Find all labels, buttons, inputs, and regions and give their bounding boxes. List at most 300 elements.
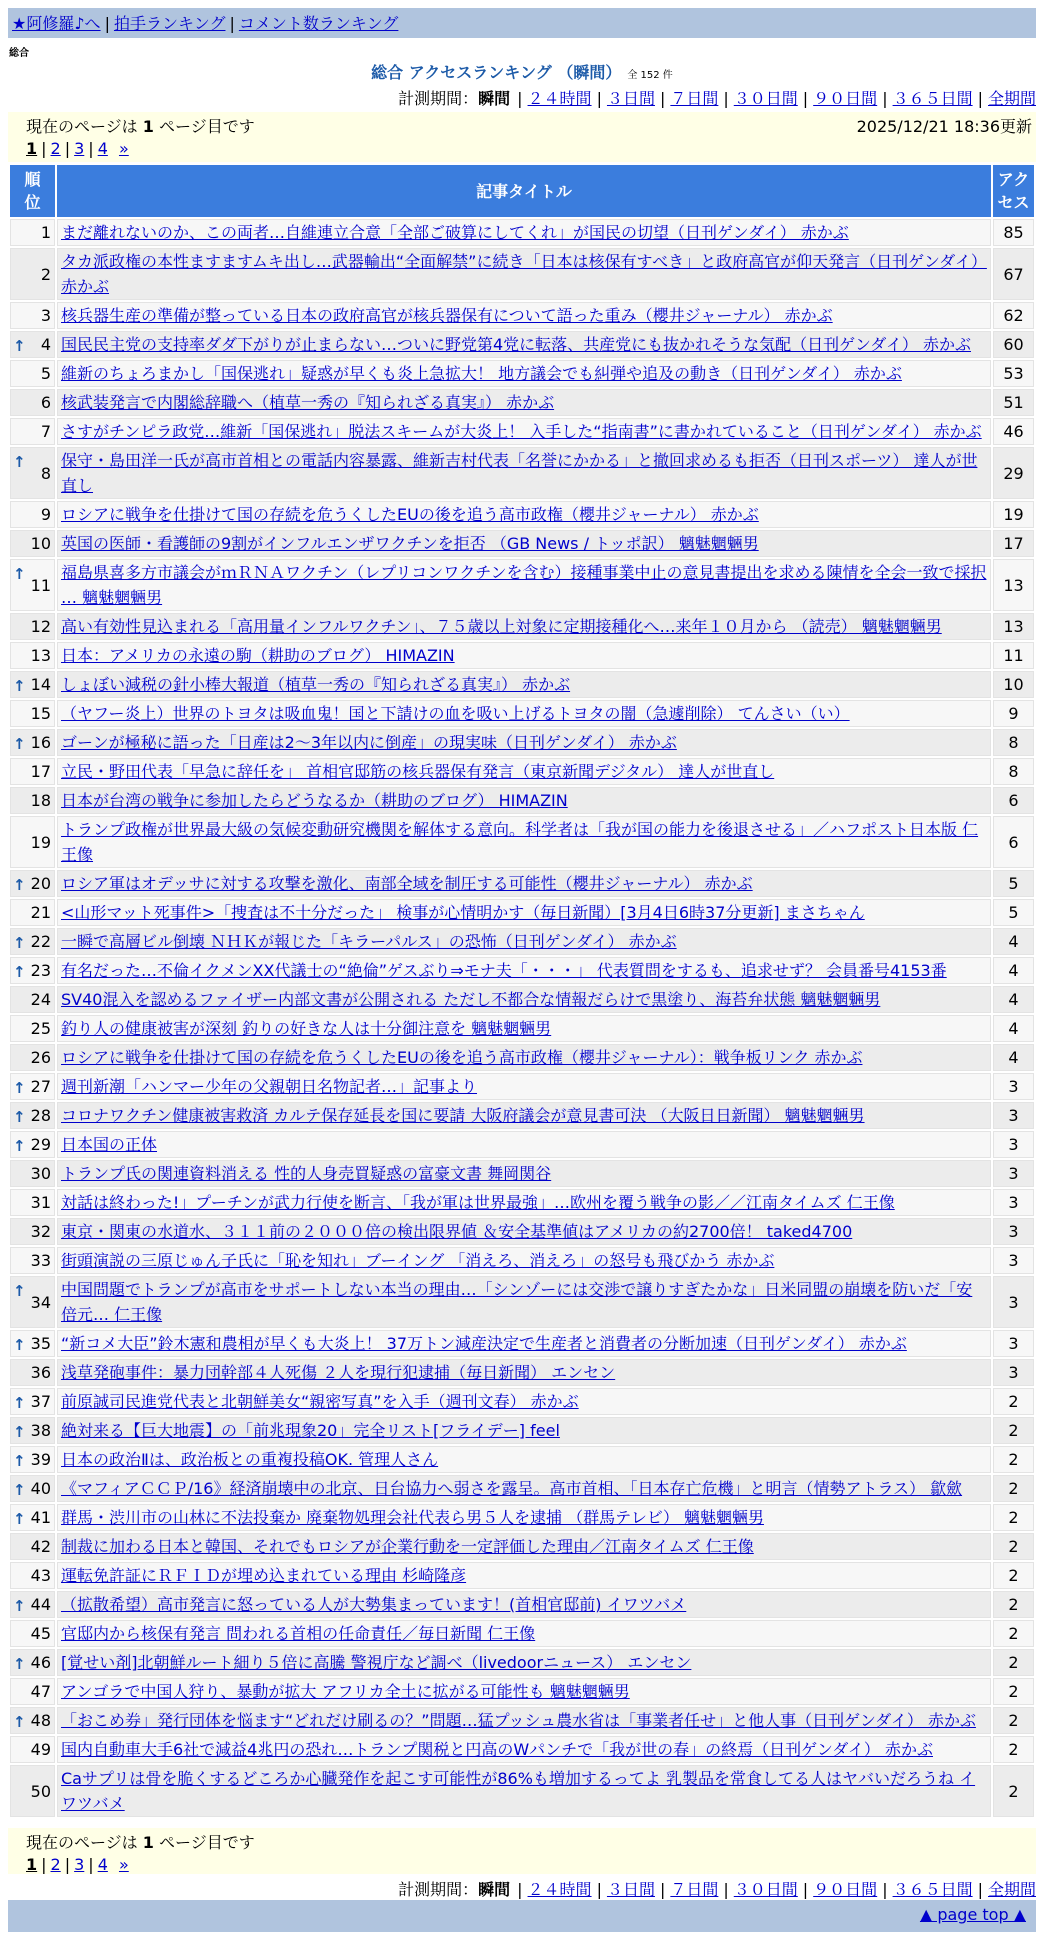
rank-up-arrow-icon: ↑ (13, 1079, 26, 1097)
article-title-link[interactable]: 《マフィアＣＣＰ/16》経済崩壊中の北京、日台協力へ弱さを露呈。高市首相、「日本存亡危機」と明言（情勢アトラス） 歙歛 (61, 1479, 963, 1498)
table-row (10, 1707, 1034, 1734)
table-row (10, 1620, 1034, 1647)
pager-separator: | (41, 139, 47, 158)
rank-cell (10, 1417, 55, 1444)
article-title-link[interactable]: 街頭演説の三原じゅん子氏に「恥を知れ」ブーイング 「消えろ、消えろ」の怒号も飛びかう 赤かぶ (61, 1251, 775, 1270)
table-row (10, 899, 1034, 926)
period-option-link[interactable]: ２４時間 (527, 1880, 592, 1899)
title-cell (57, 787, 991, 814)
rank-cell (10, 1247, 55, 1274)
period-selector (398, 1877, 1036, 1900)
rank-number: 3 (40, 306, 51, 325)
rank-cell (10, 1276, 55, 1328)
table-row (10, 1736, 1034, 1763)
period-option-link[interactable]: ３６５日間 (892, 89, 973, 108)
rank-cell (10, 986, 55, 1013)
rank-cell (10, 1073, 55, 1100)
rank-cell (10, 899, 55, 926)
title-cell (57, 248, 991, 300)
rank-number: 7 (40, 422, 51, 441)
rank-cell (10, 248, 55, 300)
title-cell (57, 559, 991, 611)
article-title-link[interactable]: 前原誠司民進党代表と北朝鮮美女“親密写真”を入手（週刊文春） 赤かぶ (61, 1392, 579, 1411)
title-cell (57, 1707, 991, 1734)
article-title-link[interactable]: しょぼい減税の針小棒大報道（植草一秀の『知られざる真実』） 赤かぶ (61, 675, 571, 694)
title-cell (57, 642, 991, 669)
period-separator: | (723, 89, 729, 108)
title-cell (57, 331, 991, 358)
rank-number: 44 (30, 1595, 51, 1614)
rank-cell (10, 1015, 55, 1042)
table-row (10, 787, 1034, 814)
rank-number: 20 (30, 874, 51, 893)
article-title-link[interactable]: 日本：アメリカの永遠の駒（耕助のブログ） HIMAZIN (61, 646, 455, 665)
access-count: 9 (993, 700, 1034, 727)
title-cell (57, 389, 991, 416)
rank-number: 43 (30, 1566, 51, 1585)
page-top-link[interactable]: ▲ page top ▲ (919, 1905, 1026, 1924)
page-status (26, 1830, 1028, 1853)
article-title-link[interactable]: ロシアに戦争を仕掛けて国の存続を危うくしたEUの後を追う高市政権（櫻井ジャーナル）：戦争板リンク 赤かぶ (61, 1048, 863, 1067)
access-count: 10 (993, 671, 1034, 698)
article-title-link[interactable]: 維新のちょろまかし「国保逃れ」疑惑が早くも炎上急拡大！ 地方議会でも糾弾や追及の動き（日刊ゲンダイ） 赤かぶ (61, 364, 902, 383)
article-title-link[interactable]: 官邸内から核保有発言 問われる首相の任命責任／毎日新聞 仁王像 (61, 1624, 536, 1643)
article-title-link[interactable]: 日本の政治Ⅱは、政治板との重複投稿OK. 管理人さん (61, 1450, 439, 1469)
article-title-link[interactable]: 核兵器生産の準備が整っている日本の政府高官が核兵器保有について語った重み（櫻井ジャーナル） 赤かぶ (61, 306, 833, 325)
title-cell (57, 1504, 991, 1531)
rank-cell (10, 1649, 55, 1676)
rank-number: 12 (30, 617, 51, 636)
pager-separator: | (88, 139, 94, 158)
access-count: 3 (993, 1218, 1034, 1245)
pager-separator: | (88, 1855, 94, 1874)
period-option-link[interactable]: ３日間 (606, 1880, 655, 1899)
article-title-link[interactable]: 東京・関東の水道水、３１１前の２０００倍の検出限界値 ＆安全基準値はアメリカの約2700倍！ taked4700 (61, 1222, 853, 1241)
access-count: 60 (993, 331, 1034, 358)
rank-up-arrow-icon: ↑ (13, 1713, 26, 1731)
pager-next-link[interactable]: » (118, 1855, 129, 1874)
access-count: 2 (993, 1707, 1034, 1734)
pager-next-link[interactable]: » (118, 139, 129, 158)
access-count: 2 (993, 1591, 1034, 1618)
period-separator: | (723, 1880, 729, 1899)
table-row (10, 928, 1034, 955)
table-row (10, 418, 1034, 445)
rank-cell (10, 1044, 55, 1071)
rank-number: 23 (30, 961, 51, 980)
access-count: 3 (993, 1102, 1034, 1129)
period-label: 計測期間： (398, 1880, 479, 1899)
article-title-link[interactable]: 制裁に加わる日本と韓国、それでもロシアが企業行動を一定評価した理由／江南タイムズ 仁王像 (61, 1537, 754, 1556)
rank-cell (10, 787, 55, 814)
total-count: 全 152 件 (627, 70, 673, 81)
rank-number: 45 (30, 1624, 51, 1643)
access-count: 6 (993, 787, 1034, 814)
rank-cell (10, 1533, 55, 1560)
rank-cell (10, 559, 55, 611)
title-cell (57, 1276, 991, 1328)
clap-ranking-link[interactable]: 拍手ランキング (113, 14, 226, 33)
article-title-link[interactable]: （ヤフー炎上）世界のトヨタは吸血鬼！国と下請けの血を吸い上げるトヨタの闇（急遽削除） てんさい（い） (61, 704, 850, 723)
table-row (10, 1073, 1034, 1100)
article-title-link[interactable]: トランプ政権が世界最大級の気候変動研究機関を解体する意向。科学者は「我が国の能力を後退させる」／ハフポスト日本版 仁王像 (61, 820, 979, 864)
section-label: 総合 (9, 48, 29, 59)
rank-cell (10, 1160, 55, 1187)
access-count: 3 (993, 1330, 1034, 1357)
title-cell (57, 1533, 991, 1560)
rank-number: 31 (30, 1193, 51, 1212)
article-title-link[interactable]: 運転免許証にＲＦＩＤが埋め込まれている理由 杉崎隆彦 (61, 1566, 467, 1585)
title-cell (57, 501, 991, 528)
col-access-header (993, 165, 1034, 217)
period-separator: | (882, 1880, 888, 1899)
access-count: 46 (993, 418, 1034, 445)
table-row (10, 360, 1034, 387)
title-cell (57, 1649, 991, 1676)
period-separator: | (517, 89, 523, 108)
access-count: 4 (993, 986, 1034, 1013)
article-title-link[interactable]: “新コメ大臣”鈴木憲和農相が早くも大炎上！ 37万トン減産決定で生産者と消費者の分断加速（日刊ゲンダイ） 赤かぶ (61, 1334, 907, 1353)
pager-page-link[interactable]: 3 (74, 1855, 85, 1874)
title-cell (57, 1388, 991, 1415)
access-count: 4 (993, 1015, 1034, 1042)
title-cell (57, 1330, 991, 1357)
title-cell (57, 700, 991, 727)
rank-number: 6 (40, 393, 51, 412)
rank-number: 22 (30, 932, 51, 951)
rank-cell (10, 418, 55, 445)
rank-cell (10, 870, 55, 897)
title-cell (57, 1765, 991, 1817)
rank-cell (10, 957, 55, 984)
title-cell (57, 447, 991, 499)
article-title-link[interactable]: 保守・島田洋一氏が高市首相との電話内容暴露、維新吉村代表「名誉にかかる」と撤回求めるも拒否（日刊スポーツ） 達人が世直し (61, 451, 978, 495)
page-info-bottom (8, 1828, 1036, 1874)
rank-number: 4 (40, 335, 51, 354)
rank-up-arrow-icon: ↑ (13, 1336, 26, 1354)
page-status-prefix: 現在のページは (26, 1833, 138, 1852)
rank-cell (10, 219, 55, 246)
rank-up-arrow-icon: ↑ (13, 677, 26, 695)
article-title-link[interactable]: 立民・野田代表「早急に辞任を」 首相官邸筋の核兵器保有発言（東京新聞デジタル） 達人が世直し (61, 762, 775, 781)
rank-up-arrow-icon: ↑ (13, 1394, 26, 1412)
period-option-link[interactable]: 全期間 (987, 1880, 1036, 1899)
pager-page-link[interactable]: 4 (97, 139, 108, 158)
rank-cell (10, 1562, 55, 1589)
access-count: 3 (993, 1160, 1034, 1187)
col-title-header: 記事タイトル (57, 165, 991, 217)
table-row (10, 1160, 1034, 1187)
access-count: 5 (993, 870, 1034, 897)
access-count: 19 (993, 501, 1034, 528)
rank-cell (10, 447, 55, 499)
period-option-link[interactable]: ９０日間 (813, 1880, 878, 1899)
access-count: 2 (993, 1736, 1034, 1763)
table-row (10, 1475, 1034, 1502)
title-cell (57, 219, 991, 246)
period-separator: | (977, 1880, 983, 1899)
table-row (10, 559, 1034, 611)
rank-cell (10, 302, 55, 329)
access-count: 4 (993, 928, 1034, 955)
title-cell (57, 986, 991, 1013)
rank-cell (10, 671, 55, 698)
period-separator: | (977, 89, 983, 108)
article-title-link[interactable]: 絶対来る【巨大地震】の「前兆現象20」完全リスト[フライデー] feel (61, 1421, 560, 1440)
title-cell (57, 1073, 991, 1100)
period-current: 瞬間 (478, 1880, 511, 1899)
home-link[interactable]: ★阿修羅♪へ (12, 14, 101, 33)
access-count: 8 (993, 758, 1034, 785)
access-count: 2 (993, 1649, 1034, 1676)
access-count: 3 (993, 1276, 1034, 1328)
rank-up-arrow-icon: ↑ (13, 1655, 26, 1673)
pager-page-link[interactable]: 4 (97, 1855, 108, 1874)
rank-cell (10, 729, 55, 756)
rank-number: 29 (30, 1135, 51, 1154)
table-row (10, 671, 1034, 698)
pager (26, 139, 1028, 158)
rank-up-arrow-icon: ↑ (13, 963, 26, 981)
article-title-link[interactable]: 日本国の正体 (61, 1135, 158, 1154)
period-option-link[interactable]: 全期間 (987, 89, 1036, 108)
rank-up-arrow-icon: ↑ (13, 565, 26, 583)
article-title-link[interactable]: 群馬・渋川市の山林に不法投棄か 廃棄物処理会社代表ら男５人を逮捕 （群馬テレビ） 魑魅魍魎男 (61, 1508, 764, 1527)
pager-page-link[interactable]: 3 (74, 139, 85, 158)
article-title-link[interactable]: まだ離れないのか、この両者…自維連立合意「全部ご破算にしてくれ」が国民の切望（日刊ゲンダイ） 赤かぶ (61, 223, 849, 242)
rank-cell (10, 1591, 55, 1618)
rank-cell (10, 1388, 55, 1415)
article-title-link[interactable]: ロシア軍はオデッサに対する攻撃を激化、南部全域を制圧する可能性（櫻井ジャーナル） 赤かぶ (61, 874, 753, 893)
table-row (10, 530, 1034, 557)
title-cell (57, 729, 991, 756)
access-count: 62 (993, 302, 1034, 329)
table-row (10, 1102, 1034, 1129)
rank-cell (10, 1736, 55, 1763)
rank-number: 42 (30, 1537, 51, 1556)
col-access-label: アクセス (997, 170, 1030, 212)
article-title-link[interactable]: タカ派政権の本性ますますムキ出し…武器輸出“全面解禁”に続き「日本は核保有すべき」と政府高官が仰天発言（日刊ゲンダイ） 赤かぶ (61, 252, 987, 296)
period-option-link[interactable]: ３６５日間 (892, 1880, 973, 1899)
rank-cell (10, 360, 55, 387)
rank-number: 21 (30, 903, 51, 922)
rank-cell (10, 928, 55, 955)
article-title-link[interactable]: SV40混入を認めるファイザー内部文書が公開される ただし不都合な情報だらけで黒塗り、海苔弁状態 魑魅魍魎男 (61, 990, 881, 1009)
table-row (10, 1189, 1034, 1216)
rank-cell (10, 1678, 55, 1705)
title-cell (57, 957, 991, 984)
article-title-link[interactable]: 英国の医師・看護師の9割がインフルエンザワクチンを拒否 （GB News / トッポ訳） 魑魅魍魎男 (61, 534, 759, 553)
pager (26, 1855, 1028, 1874)
title-cell (57, 1446, 991, 1473)
footer-bar (8, 1900, 1036, 1932)
table-row (10, 1765, 1034, 1817)
comment-ranking-link[interactable]: コメント数ランキング (238, 14, 399, 33)
table-row (10, 1417, 1034, 1444)
page-title: 総合 アクセスランキング （瞬間） (371, 63, 622, 82)
rank-cell (10, 1620, 55, 1647)
access-count: 2 (993, 1765, 1034, 1817)
period-option-link[interactable]: ７日間 (670, 89, 719, 108)
table-row (10, 1504, 1034, 1531)
title-area (8, 60, 1036, 83)
article-title-link[interactable]: （拡散希望）高市発言に怒っている人が大勢集まっています！(首相官邸前) イワツバメ (61, 1595, 687, 1614)
period-option-link[interactable]: ３０日間 (733, 89, 798, 108)
period-option-link[interactable]: ７日間 (670, 1880, 719, 1899)
article-title-link[interactable]: 一瞬で高層ビル倒壊 ＮＨＫが報じた「キラーパルス」の恐怖（日刊ゲンダイ） 赤かぶ (61, 932, 677, 951)
access-count: 6 (993, 816, 1034, 868)
title-cell (57, 360, 991, 387)
access-count: 29 (993, 447, 1034, 499)
rank-cell (10, 331, 55, 358)
table-row (10, 1562, 1034, 1589)
title-cell (57, 928, 991, 955)
article-title-link[interactable]: 釣り人の健康被害が深刻 釣りの好きな人は十分御注意を 魑魅魍魎男 (61, 1019, 552, 1038)
rank-number: 1 (40, 223, 51, 242)
rank-number: 40 (30, 1479, 51, 1498)
title-cell (57, 1247, 991, 1274)
table-row (10, 613, 1034, 640)
period-separator: | (596, 1880, 602, 1899)
rank-cell (10, 1102, 55, 1129)
access-count: 2 (993, 1446, 1034, 1473)
table-row (10, 729, 1034, 756)
rank-up-arrow-icon: ↑ (13, 1452, 26, 1470)
title-cell (57, 1620, 991, 1647)
article-title-link[interactable]: 週刊新潮「ハンマー少年の父親朝日名物記者…」記事より (61, 1077, 478, 1096)
table-row (10, 758, 1034, 785)
updated-timestamp: 2025/12/21 18:36更新 (856, 117, 1032, 136)
title-cell (57, 1160, 991, 1187)
rank-cell (10, 1707, 55, 1734)
access-count: 5 (993, 899, 1034, 926)
article-title-link[interactable]: 国内自動車大手6社で減益4兆円の恐れ…トランプ関税と円高のWパンチで「我が世の春」の終焉（日刊ゲンダイ） 赤かぶ (61, 1740, 933, 1759)
access-count: 3 (993, 1073, 1034, 1100)
rank-up-arrow-icon: ↑ (13, 1423, 26, 1441)
rank-number: 28 (30, 1106, 51, 1125)
rank-cell (10, 700, 55, 727)
rank-number: 46 (30, 1653, 51, 1672)
article-title-link[interactable]: コロナワクチン健康被害救済 カルテ保存延長を国に要請 大阪府議会が意見書可決 （大阪日日新聞） 魑魅魍魎男 (61, 1106, 865, 1125)
period-separator: | (659, 1880, 666, 1899)
table-row (10, 1533, 1034, 1560)
period-option-link[interactable]: ３日間 (606, 89, 655, 108)
pager-page-link[interactable]: 2 (50, 1855, 61, 1874)
ranking-table (8, 163, 1036, 1819)
rank-up-arrow-icon: ↑ (13, 876, 26, 894)
pager-page-link[interactable]: 2 (50, 139, 61, 158)
title-cell (57, 1131, 991, 1158)
article-title-link[interactable]: ゴーンが極秘に語った「日産は2～3年以内に倒産」の現実味（日刊ゲンダイ） 赤かぶ (61, 733, 677, 752)
pager-separator: | (64, 1855, 71, 1874)
period-separator: | (517, 1880, 523, 1899)
access-count: 2 (993, 1620, 1034, 1647)
article-title-link[interactable]: <山形マット死事件>「捜査は不十分だった」 検事が心情明かす（毎日新聞）[3月4日6時37分更新] まさちゃん (61, 903, 865, 922)
rank-number: 38 (30, 1421, 51, 1440)
period-option-link[interactable]: ３０日間 (733, 1880, 798, 1899)
article-title-link[interactable]: ロシアに戦争を仕掛けて国の存続を危うくしたEUの後を追う高市政権（櫻井ジャーナル） 赤かぶ (61, 505, 759, 524)
table-row (10, 1446, 1034, 1473)
access-count: 2 (993, 1475, 1034, 1502)
rank-number: 11 (30, 575, 51, 595)
nav-separator: | (104, 14, 110, 33)
access-count: 53 (993, 360, 1034, 387)
title-cell (57, 302, 991, 329)
rank-number: 13 (30, 646, 51, 665)
article-title-link[interactable]: 国民民主党の支持率ダダ下がりが止まらない…ついに野党第4党に転落、共産党にも抜かれそうな気配（日刊ゲンダイ） 赤かぶ (61, 335, 971, 354)
article-title-link[interactable]: 核武装発言で内閣総辞職へ（植草一秀の『知られざる真実』） 赤かぶ (61, 393, 555, 412)
access-count: 2 (993, 1533, 1034, 1560)
rank-number: 27 (30, 1077, 51, 1096)
article-title-link[interactable]: 「おこめ券」発行団体を悩ます“どれだけ刷るの？”問題…猛プッシュ農水省は「事業者任せ」と他人事（日刊ゲンダイ） 赤かぶ (61, 1711, 976, 1730)
rank-number: 30 (30, 1164, 51, 1183)
rank-cell (10, 816, 55, 868)
table-row (10, 331, 1034, 358)
access-count: 51 (993, 389, 1034, 416)
table-header-row (10, 165, 1034, 217)
access-count: 2 (993, 1417, 1034, 1444)
rank-number: 25 (30, 1019, 51, 1038)
article-title-link[interactable]: 対話は終わった!」プーチンが武力行使を断言、「我が軍は世界最強」…欧州を覆う戦争の影／／江南タイムズ 仁王像 (61, 1193, 895, 1212)
article-title-link[interactable]: トランプ氏の関連資料消える 性的人身売買疑惑の富豪文書 舞岡関谷 (61, 1164, 552, 1183)
title-cell (57, 1044, 991, 1071)
rank-cell (10, 1218, 55, 1245)
article-title-link[interactable]: 浅草発砲事件：暴力団幹部４人死傷 ２人を現行犯逮捕（毎日新聞） エンセン (61, 1363, 616, 1382)
period-option-link[interactable]: ２４時間 (527, 89, 592, 108)
access-count: 85 (993, 219, 1034, 246)
period-option-link[interactable]: ９０日間 (813, 89, 878, 108)
title-cell (57, 1678, 991, 1705)
table-row (10, 302, 1034, 329)
page-status-suffix: ページ目です (159, 117, 255, 136)
article-title-link[interactable]: さすがチンピラ政党…維新「国保逃れ」脱法スキームが大炎上！ 入手した“指南書”に書かれていること（日刊ゲンダイ） 赤かぶ (61, 422, 982, 441)
table-row (10, 1131, 1034, 1158)
rank-up-arrow-icon: ↑ (13, 337, 26, 355)
access-count: 67 (993, 248, 1034, 300)
article-title-link[interactable]: 日本が台湾の戦争に参加したらどうなるか（耕助のブログ） HIMAZIN (61, 791, 568, 810)
article-title-link[interactable]: 有名だった…不倫イクメンXX代議士の“絶倫”ゲスぶり⇒モナ夫「・・・」 代表質問をするも、追求せず？ 会員番号4153番 (61, 961, 947, 980)
period-selector (398, 86, 1036, 109)
title-cell (57, 1189, 991, 1216)
article-title-link[interactable]: 福島県喜多方市議会がｍＲＮＡワクチン（レプリコンワクチンを含む）接種事業中止の意見書提出を求める陳情を全会一致で採択 … 魑魅魍魎男 (61, 563, 987, 607)
table-row (10, 501, 1034, 528)
rank-cell (10, 613, 55, 640)
table-row (10, 1218, 1034, 1245)
rank-number: 5 (40, 364, 51, 383)
article-title-link[interactable]: 中国問題でトランプが高市をサポートしない本当の理由…「シンゾーには交渉で譲りすぎたかな」日米同盟の崩壊を防いだ「安倍元… 仁王像 (61, 1280, 973, 1324)
article-title-link[interactable]: Caサプリは骨を脆くするどころか心臓発作を起こす可能性が86%も増加するってよ 乳製品を常食してる人はヤバいだろうね イワツバメ (61, 1769, 976, 1813)
rank-number: 48 (30, 1711, 51, 1730)
rank-number: 24 (30, 990, 51, 1009)
article-title-link[interactable]: [覚せい剤]北朝鮮ルート細り５倍に高騰 警視庁など調べ（livedoorニュース） エンセン (61, 1653, 692, 1672)
rank-cell (10, 1359, 55, 1386)
page-status-number: 1 (142, 1833, 154, 1852)
table-row (10, 986, 1034, 1013)
rank-cell (10, 642, 55, 669)
page-status-suffix: ページ目です (159, 1833, 255, 1852)
access-count: 13 (993, 613, 1034, 640)
ranking-body (10, 219, 1034, 1817)
rank-number: 9 (40, 505, 51, 524)
rank-cell (10, 1475, 55, 1502)
title-cell (57, 1591, 991, 1618)
page-status-prefix: 現在のページは (26, 117, 138, 136)
rank-number: 8 (40, 463, 51, 483)
article-title-link[interactable]: 高い有効性見込まれる「高用量インフルワクチン」、７５歳以上対象に定期接種化へ…来年１０月から （読売） 魑魅魍魎男 (61, 617, 942, 636)
access-count: 8 (993, 729, 1034, 756)
article-title-link[interactable]: アンゴラで中国人狩り、暴動が拡大 アフリカ全土に拡がる可能性も 魑魅魍魎男 (61, 1682, 630, 1701)
table-row (10, 1276, 1034, 1328)
